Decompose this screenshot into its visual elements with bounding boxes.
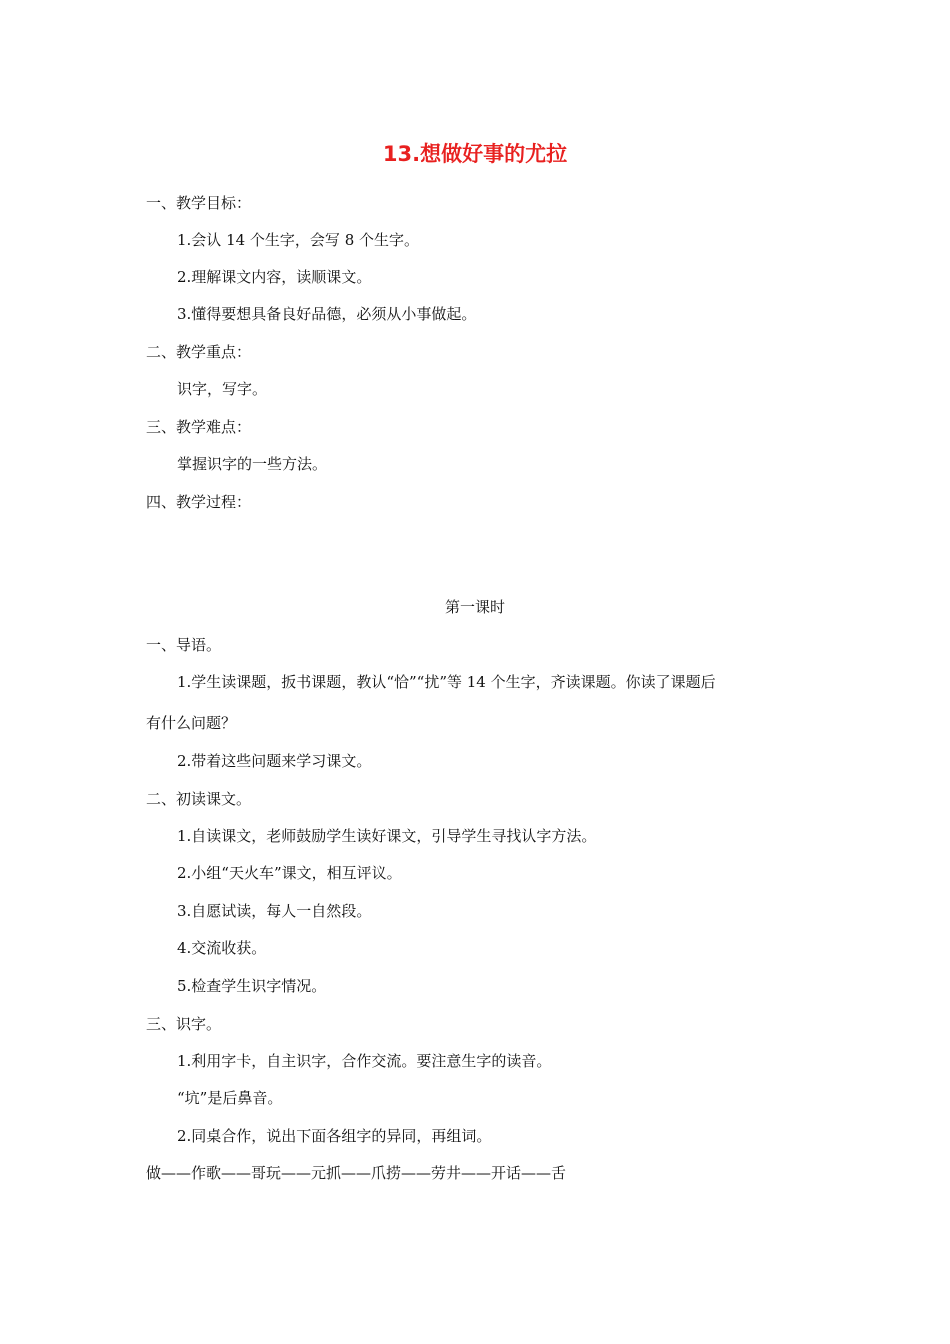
literacy-heading: 三、识字。 [146,1015,222,1033]
objective-item: 3.懂得要想具备良好品德，必须从小事做起。 [177,305,477,323]
objectives-heading: 一、教学目标： [146,194,252,212]
objective-item: 1.会认 14 个生字，会写 8 个生字。 [177,231,420,249]
first-reading-item: 5.检查学生识字情况。 [177,977,327,995]
process-heading: 四、教学过程： [146,493,252,511]
lesson-title: 第一课时 [444,598,505,616]
intro-item-1-line-2: 有什么问题？ [146,714,237,732]
difficulties-text: 掌握识字的一些方法。 [177,455,328,473]
first-reading-item: 1.自读课文，老师鼓励学生读好课文，引导学生寻找认字方法。 [177,827,597,845]
first-reading-item: 4.交流收获。 [177,939,267,957]
literacy-item-1: 1.利用字卡，自主识字，合作交流。要注意生字的读音。 [177,1052,552,1070]
word-pairs: 做——作歌——哥玩——元抓——爪捞——劳井——开话——舌 [146,1164,567,1182]
intro-heading: 一、导语。 [146,636,222,654]
document-title: 13.想做好事的尤拉 [382,142,568,166]
literacy-item-2: 2.同桌合作，说出下面各组字的异同，再组词。 [177,1127,492,1145]
intro-item-1-line-1: 1.学生读课题，扳书课题，教认“恰”“扰”等 14 个生字，齐读课题。你读了课题后 [177,673,716,691]
first-reading-item: 2.小组“天火车”课文，相互评议。 [177,864,402,882]
first-reading-item: 3.自愿试读，每人一自然段。 [177,902,372,920]
literacy-note: “坑”是后鼻音。 [177,1089,283,1107]
objective-item: 2.理解课文内容，读顺课文。 [177,268,372,286]
first-reading-heading: 二、初读课文。 [146,790,252,808]
intro-item-2: 2.带着这些问题来学习课文。 [177,752,372,770]
key-points-text: 识字，写字。 [177,380,268,398]
key-points-heading: 二、教学重点： [146,343,252,361]
difficulties-heading: 三、教学难点： [146,418,252,436]
